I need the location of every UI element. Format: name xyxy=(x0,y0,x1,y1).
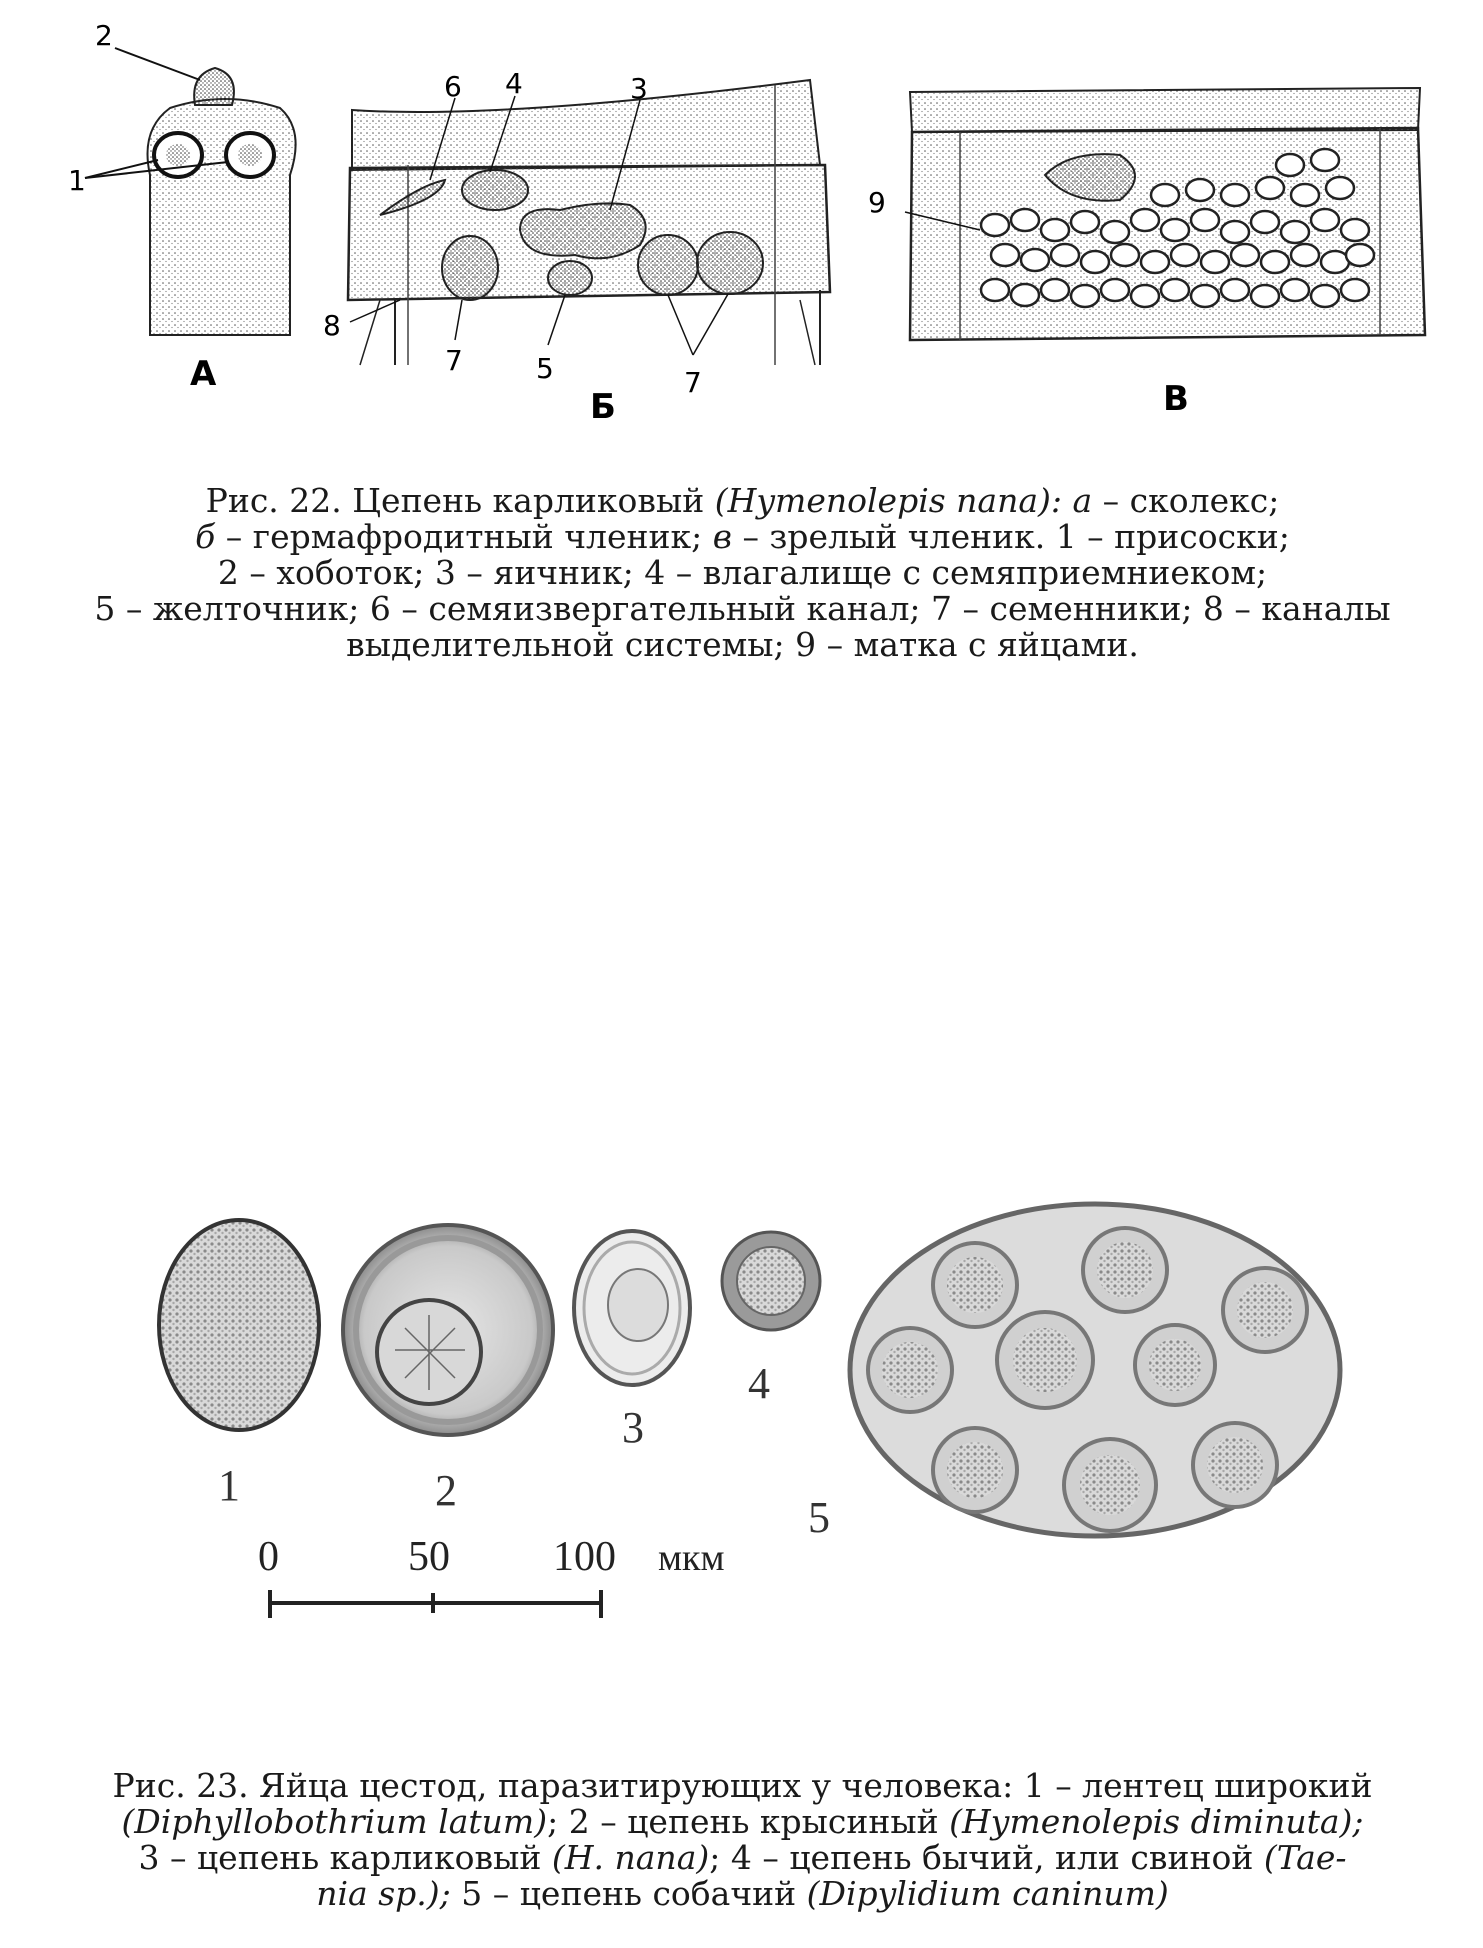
label-b-8: 8 xyxy=(323,309,341,342)
egg-label-1: 1 xyxy=(218,1461,240,1510)
caption-23-line-4: nia sp.); 5 – цепень собачий (Dipylidium caninum) xyxy=(316,1874,1169,1913)
figure-23-illustration xyxy=(0,1200,1483,1640)
figure-23-caption xyxy=(60,1768,1425,1912)
egg-3-hymenolepis-nana xyxy=(574,1231,690,1385)
scale-tick-0: 0 xyxy=(258,1534,279,1580)
caption-22-line-1: Рис. 22. Цепень карликовый (Hymenolepis nana): а – сколекс; xyxy=(205,481,1280,520)
egg-label-5: 5 xyxy=(808,1493,830,1542)
egg-label-3: 3 xyxy=(622,1403,644,1452)
label-b-3: 3 xyxy=(630,72,648,105)
caption-22-line-5: выделительной системы; 9 – матка с яйцами. xyxy=(346,625,1139,664)
caption-22-line-2: б – гермафродитный членик; в – зрелый членик. 1 – присоски; xyxy=(195,517,1290,556)
egg-label-4: 4 xyxy=(748,1359,770,1408)
label-b-5: 5 xyxy=(536,352,554,385)
label-b-7a: 7 xyxy=(445,344,463,377)
label-a-2: 2 xyxy=(95,19,113,52)
scale-bar xyxy=(270,1590,601,1618)
label-b-6: 6 xyxy=(444,70,462,103)
egg-5-dipylidium xyxy=(850,1204,1340,1536)
egg-label-2: 2 xyxy=(435,1466,457,1515)
scale-tick-50: 50 xyxy=(408,1534,450,1580)
scale-unit: мкм xyxy=(658,1537,725,1579)
caption-23-line-1: Рис. 23. Яйца цестод, паразитирующих у человека: 1 – лентец широкий xyxy=(112,1766,1373,1805)
scolex-drawing xyxy=(85,48,296,335)
panel-letter-b: Б xyxy=(590,387,616,427)
egg-4-taenia xyxy=(722,1232,820,1330)
figure-22-caption xyxy=(60,483,1425,663)
panel-letter-a: А xyxy=(190,354,217,394)
label-c-9: 9 xyxy=(868,186,886,219)
label-a-1: 1 xyxy=(68,164,86,197)
egg-1-diphyllobothrium xyxy=(159,1220,319,1430)
caption-23-line-2: (Diphyllobothrium latum); 2 – цепень крысиный (Hymenolepis diminuta); xyxy=(121,1802,1364,1841)
label-b-7b: 7 xyxy=(684,366,702,399)
caption-22-line-3: 2 – хоботок; 3 – яичник; 4 – влагалище с семяприемниеком; xyxy=(217,553,1268,592)
caption-23-line-3: 3 – цепень карликовый (H. nana); 4 – цепень бычий, или свиной (Tae- xyxy=(138,1838,1347,1877)
caption-22-line-4: 5 – желточник; 6 – семяизвергательный канал; 7 – семенники; 8 – каналы xyxy=(94,589,1391,628)
figure-22-illustration xyxy=(0,0,1483,440)
scale-tick-100: 100 xyxy=(553,1534,616,1580)
egg-2-hymenolepis-diminuta xyxy=(343,1225,553,1435)
mature-segment-drawing xyxy=(905,88,1425,340)
label-b-4: 4 xyxy=(505,67,523,100)
panel-letter-c: В xyxy=(1163,379,1189,419)
hermaphrodite-segment-drawing xyxy=(348,80,830,365)
